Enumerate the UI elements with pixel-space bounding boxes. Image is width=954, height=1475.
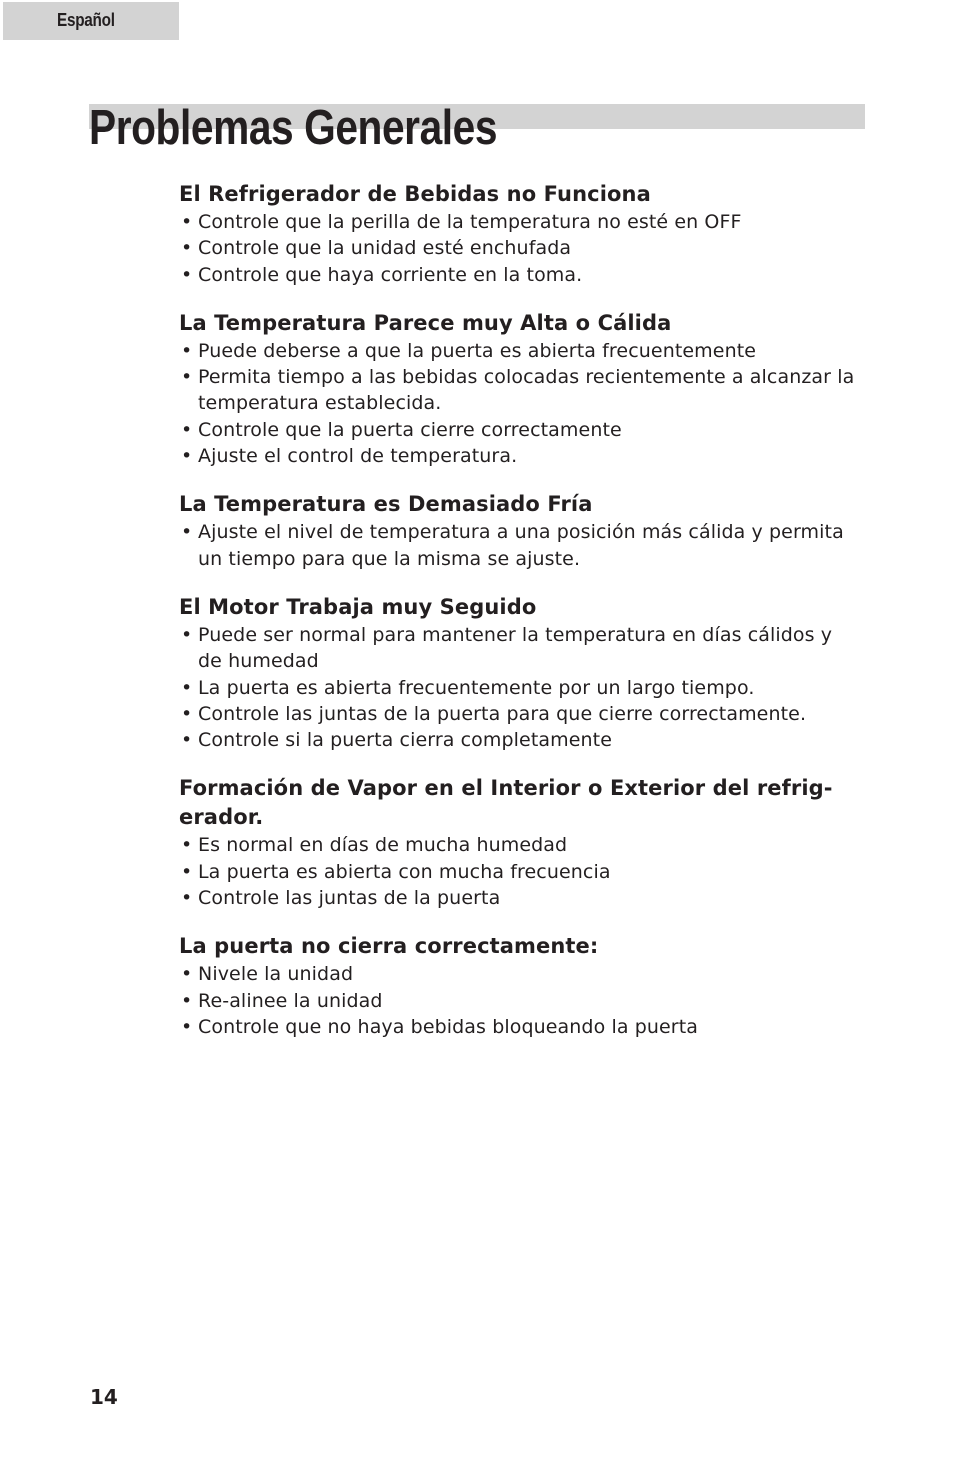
list-item: • La puerta es abierta con mucha frecuencia [179,859,861,885]
bullet-list [179,209,861,288]
language-tab [3,2,179,40]
section-temperature-high [179,309,861,469]
section-not-working [179,180,861,288]
bullet-list [179,622,861,753]
bullet-list [179,961,861,1040]
section-heading: El Motor Trabaja muy Seguido [179,594,537,619]
troubleshooting-content [179,180,861,1061]
section-heading: Formación de Vapor en el Interior o Exterior del refrig-erador. [179,776,833,830]
list-item: • Re-alinee la unidad [179,988,861,1014]
bullet-list [179,338,861,469]
list-item: • Nivele la unidad [179,961,861,987]
section-heading: El Refrigerador de Bebidas no Funciona [179,182,651,206]
list-item: • Es normal en días de mucha humedad [179,832,861,858]
section-door [179,932,861,1040]
section-heading: La Temperatura Parece muy Alta o Cálida [179,310,672,335]
list-item: • Controle que la unidad esté enchufada [179,235,861,261]
page-number: 14 [90,1385,118,1409]
list-item: • Controle que la puerta cierre correctamente [179,417,861,443]
list-item: • Controle que no haya bebidas bloqueando la puerta [179,1014,861,1040]
section-vapor [179,774,861,911]
list-item: • Controle si la puerta cierra completamente [179,727,861,753]
list-item: • La puerta es abierta frecuentemente por un largo tiempo. [179,675,861,701]
list-item: • Controle las juntas de la puerta para que cierre correctamente. [179,701,861,727]
section-motor [179,593,861,753]
section-heading: La puerta no cierra correctamente: [179,934,599,959]
page-title: Problemas Generales [89,101,498,155]
list-item: • Controle las juntas de la puerta [179,885,861,911]
section-temperature-cold [179,490,861,572]
bullet-list [179,832,861,911]
list-item: • Controle que la perilla de la temperatura no esté en OFF [179,209,861,235]
list-item: • Controle que haya corriente en la toma. [179,262,861,288]
language-label: Español [57,10,115,30]
list-item: • Permita tiempo a las bebidas colocadas recientemente a alcanzar la temperatura establecida. [179,364,861,417]
bullet-list [179,519,861,572]
list-item: • Ajuste el nivel de temperatura a una posición más cálida y permita un tiempo para que la misma se ajuste. [179,519,861,572]
list-item: • Puede ser normal para mantener la temperatura en días cálidos y de humedad [179,622,861,675]
list-item: • Puede deberse a que la puerta es abierta frecuentemente [179,338,861,364]
list-item: • Ajuste el control de temperatura. [179,443,861,469]
section-heading: La Temperatura es Demasiado Fría [179,492,593,517]
